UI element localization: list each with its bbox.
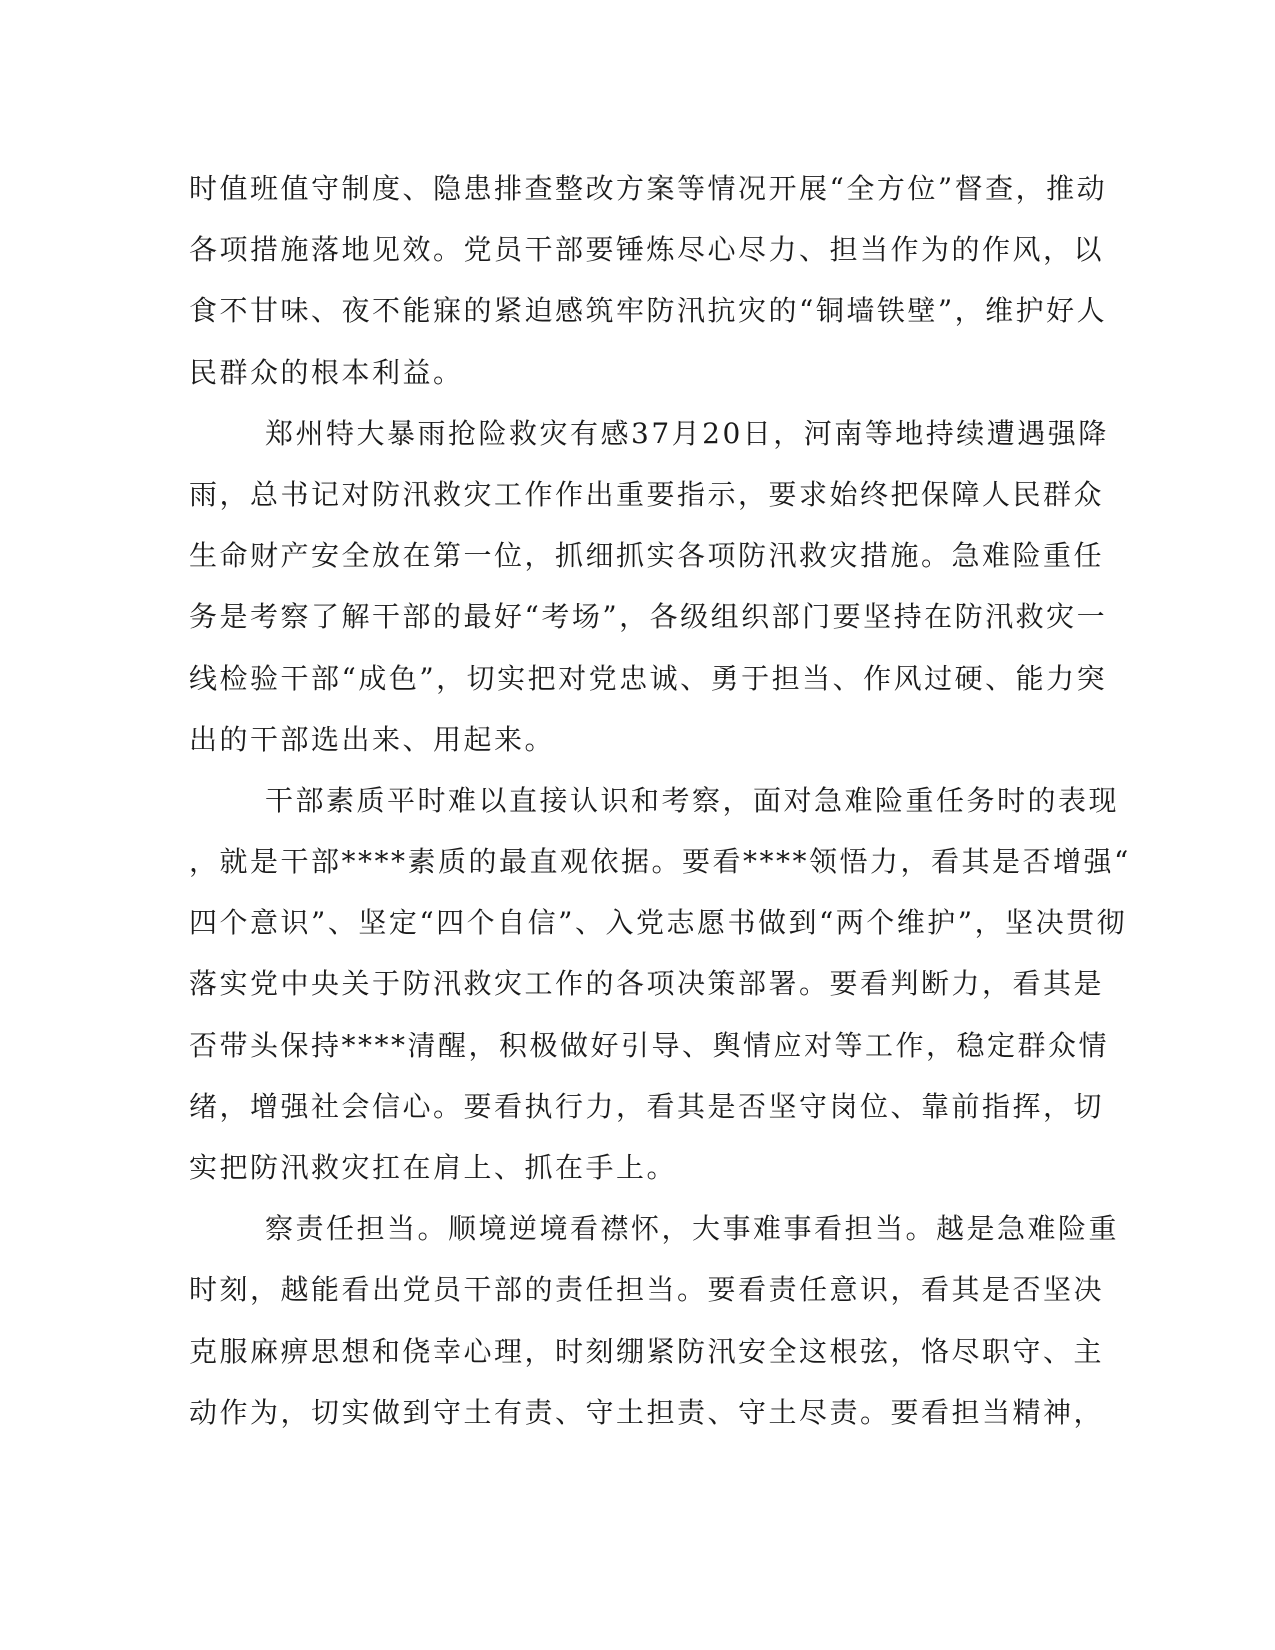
text-line: 出的干部选出来、用起来。 — [189, 722, 556, 756]
text-line: 克服麻痹思想和侥幸心理，时刻绷紧防汛安全这根弦，恪尽职守、主 — [189, 1334, 1105, 1368]
text-line: 时刻，越能看出党员干部的责任担当。要看责任意识，看其是否坚决 — [189, 1273, 1105, 1307]
text-line: 民群众的根本利益。 — [189, 355, 464, 389]
text-line: 时值班值守制度、隐患排查整改方案等情况开展“全方位”督查，推动 — [189, 172, 1108, 205]
text-line: 食不甘味、夜不能寐的紧迫感筑牢防汛抗灾的“铜墙铁壁”，维护好人 — [189, 294, 1108, 328]
text-line: 各项措施落地见效。党员干部要锤炼尽心尽力、担当作为的作风，以 — [189, 233, 1105, 267]
text-line: ，就是干部****素质的最直观依据。要看****领悟力，看其是否增强“ — [189, 845, 1131, 879]
text-line: 落实党中央关于防汛救灾工作的各项决策部署。要看判断力，看其是 — [189, 967, 1105, 1001]
text-line: 绪，增强社会信心。要看执行力，看其是否坚守岗位、靠前指挥，切 — [189, 1089, 1105, 1123]
text-line: 务是考察了解干部的最好“考场”，各级组织部门要坚持在防汛救灾一 — [189, 600, 1108, 634]
text-line: 生命财产安全放在第一位，抓细抓实各项防汛救灾措施。急难险重任 — [189, 539, 1105, 573]
text-line: 实把防汛救灾扛在肩上、抓在手上。 — [189, 1151, 678, 1184]
text-line: 线检验干部“成色”，切实把对党忠诚、勇于担当、作风过硬、能力突 — [189, 661, 1108, 695]
body-text — [189, 158, 1131, 1443]
text-line: 雨，总书记对防汛救灾工作作出重要指示，要求始终把保障人民群众 — [189, 477, 1105, 511]
paragraph-first-line: 察责任担当。顺境逆境看襟怀，大事难事看担当。越是急难险重 — [265, 1212, 1120, 1246]
text-line: 四个意识”、坚定“四个自信”、入党志愿书做到“两个维护”，坚决贯彻 — [189, 906, 1128, 940]
paragraph-first-line: 郑州特大暴雨抢险救灾有感37月20日，河南等地持续遭遇强降 — [265, 416, 1109, 450]
text-line: 否带头保持****清醒，积极做好引导、舆情应对等工作，稳定群众情 — [189, 1028, 1110, 1062]
text-line: 动作为，切实做到守土有责、守土担责、守土尽责。要看担当精神， — [189, 1395, 1105, 1429]
paragraph-first-line: 干部素质平时难以直接认识和考察，面对急难险重任务时的表现 — [265, 783, 1120, 817]
